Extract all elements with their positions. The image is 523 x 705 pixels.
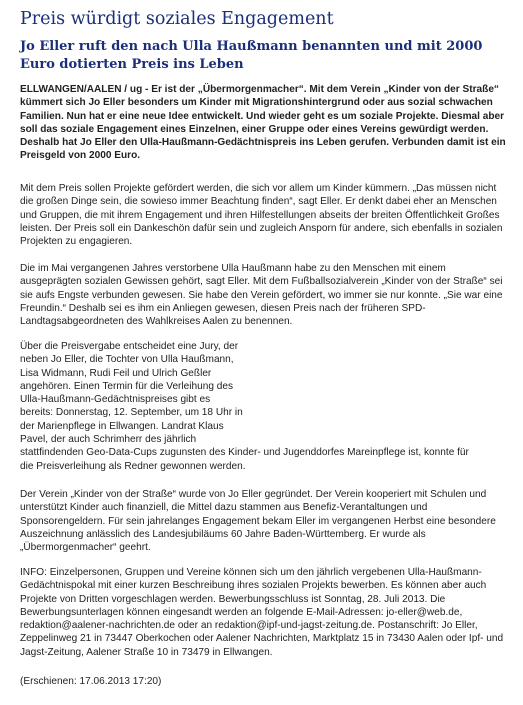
paragraph-line: angehören. Einen Termin für die Verleihung des bbox=[20, 380, 234, 392]
paragraph-line: Über die Preisvergabe entscheidet eine Jury, der bbox=[20, 341, 239, 352]
article-info: INFO: Einzelpersonen, Gruppen und Vereine können sich um den jährlich vergebenen Ulla-Haußmann-Gedächtnispokal mit einer kurzen Beschreibung ihres sozialen Projekts bewerben. Es können aber auch Projekte von Dritten vorgeschlagen werden. Bewerbungsschluss ist Sonntag, 28. Juli 2013. Die Bewerbungsunterlagen können eingesandt werden an folgende E-Mail-Adressen: jo-eller@web.de, redaktion@aalener-nachrichten.de oder an redaktion@ipf-und-jagst-zeitung.de. Postanschrift: Jo Eller, Zeppelinweg 21 in 73447 Oberkochen oder Aalener Nachrichten, Marktplatz 15 in 73430 Aalen oder Ipf- und Jagst-Zeitung, Aalener Straße 10 in 73479 in Ellwangen. bbox=[20, 567, 504, 658]
paragraph-line: Pavel, der auch Schrimherr des jährlich bbox=[20, 434, 197, 446]
paragraph-line: stattfindenden Geo-Data-Cups zugunsten des Kinder- und Jugenddorfes Mareinpflege ist, konnte für bbox=[20, 447, 469, 459]
paragraph-line: neben Jo Eller, die Tochter von Ulla Haußmann, bbox=[20, 354, 234, 366]
paragraph-line: bereits: Donnerstag, 12. September, um 18 Uhr in bbox=[20, 407, 243, 419]
article-paragraph-2: Die im Mai vergangenen Jahres verstorbene Ulla Haußmann habe zu den Menschen mit einem ausgeprägten sozialen Gewissen gehört, sagt Eller. Mit dem Fußballsozialverein „Kinder von der Straße“ sei sie aufs Engste verbunden gewesen. Sie habe den Verein gefördert, wo immer sie nur konnte. „Sie war eine Freundin.“ Deshalb sei es ihm ein Anliegen gewesen, diesen Preis nach der früheren SPD-Landtagsabgeordneten des Wahlkreises Aalen zu benennen. bbox=[20, 263, 503, 328]
paragraph-line: Ulla-Haußmann-Gedächtnispreises gibt es bbox=[20, 394, 211, 406]
paragraph-line: der Marienpflege in Ellwangen. Landrat Klaus bbox=[20, 420, 224, 432]
article-subtitle: Jo Eller ruft den nach Ulla Haußmann benannten und mit 2000 Euro dotierten Preis ins Leben bbox=[20, 39, 483, 72]
article-published-date: (Erschienen: 17.06.2013 17:20) bbox=[20, 676, 162, 687]
article-lead: ELLWANGEN/AALEN / ug - Er ist der „Übermorgenmacher“. Mit dem Verein „Kinder von der Straße“ kümmert sich Jo Eller besonders um Kinder mit Migrationshintergrund oder aus sozial schwachen Familien. Nun hat er eine neue Idee entwickelt. Und wieder geht es um soziale Projekte. Diesmal aber soll das soziale Engagement eines Einzelnen, einer Gruppe oder eines Vereins gewürdigt werden. Deshalb hat Jo Eller den Ulla-Haußmann-Gedächtnispreis ins Leben gerufen. Verbunden damit ist ein Preisgeld von 2000 Euro. bbox=[20, 84, 506, 162]
paragraph-line: die Preisverleihung als Redner gewonnen werden. bbox=[20, 460, 246, 472]
paragraph-line: Lisa Widmann, Rudi Feil und Ulrich Geßler bbox=[20, 367, 212, 379]
article-paragraph-1: Mit dem Preis sollen Projekte gefördert werden, die sich vor allem um Kinder kümmern. „Das müssen nicht die großen Dinge sein, die sowieso immer Beachtung finden“, sagt Eller. Er denkt dabei eher an Menschen und Gruppen, die mit ihrem Engagement und ihren Hilfestellungen abseits der breiten Öffentlichkeit Großes leisten. Der Preis soll ein Dankeschön dafür sein und zugleich Ansporn für andere, sich ebenfalls in sozialen Projekten zu engagieren. bbox=[20, 183, 503, 248]
article-paragraph-4: Der Verein „Kinder von der Straße“ wurde von Jo Eller gegründet. Der Verein kooperiert mit Schulen und unterstützt Kinder auch finanziell, die Mittel dazu stammen aus Benefiz-Verantaltungen und Sponsorengeldern. Für sein jahrelanges Engagement bekam Eller im vergangenen Herbst eine besondere Auszeichnung anlässlich des Landesjubiläums 60 Jahre Baden-Württemberg. Er wurde als „Übermorgenmacher“ geehrt. bbox=[20, 489, 496, 554]
article-title: Preis würdigt soziales Engagement bbox=[20, 9, 334, 29]
article-paragraph-3 bbox=[20, 340, 510, 473]
